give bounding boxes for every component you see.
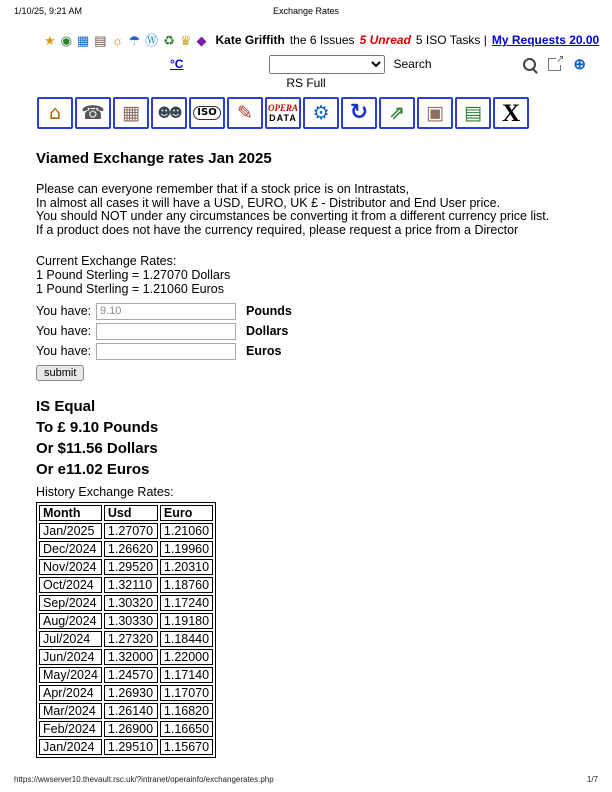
euro-cell: 1.17240 <box>160 595 213 611</box>
table-row <box>39 595 213 611</box>
euro-cell: 1.16820 <box>160 703 213 719</box>
usd-cell: 1.32000 <box>104 649 158 665</box>
main-toolbar <box>37 97 529 129</box>
page-title: Viamed Exchange rates Jan 2025 <box>36 150 272 167</box>
form-row-pounds <box>36 301 292 321</box>
opera-data-label: DATA <box>269 112 297 123</box>
top-bar <box>44 33 602 47</box>
iso-tasks-text: 5 ISO Tasks | <box>415 33 487 47</box>
usd-cell: 1.29510 <box>104 739 158 755</box>
stock-button[interactable] <box>417 97 453 129</box>
print-datetime: 1/10/25, 9:21 AM <box>14 6 83 16</box>
table-row <box>39 685 213 701</box>
month-header: Month <box>39 505 102 521</box>
intro-line: Please can everyone remember that if a stock price is on Intrastats, <box>36 182 410 196</box>
search-row-icons <box>523 57 586 72</box>
usd-cell: 1.26140 <box>104 703 158 719</box>
month-cell: Jun/2024 <box>39 649 102 665</box>
result-line-euros: Or e11.02 Euros <box>36 461 150 478</box>
search-icon[interactable] <box>523 58 536 71</box>
current-rate-line: 1 Pound Sterling = 1.27070 Dollars <box>36 268 231 282</box>
month-cell: Feb/2024 <box>39 721 102 737</box>
iso-logo-icon: ISO <box>193 106 220 120</box>
current-rates-title: Current Exchange Rates: <box>36 254 177 268</box>
refresh-button[interactable] <box>341 97 377 129</box>
home-button[interactable] <box>37 97 73 129</box>
recycle-icon[interactable]: ♻ <box>163 32 175 48</box>
table-row <box>39 613 213 629</box>
book-icon: ▤ <box>464 101 482 124</box>
you-have-label: You have: <box>36 324 92 338</box>
usd-cell: 1.26620 <box>104 541 158 557</box>
usd-cell: 1.30320 <box>104 595 158 611</box>
intro-line: You should NOT under any circumstances be converting it from a different currency price list. <box>36 209 550 223</box>
result-line-pounds: To £ 9.10 Pounds <box>36 419 159 436</box>
refresh-icon: ↻ <box>349 100 369 125</box>
usd-cell: 1.24570 <box>104 667 158 683</box>
month-cell: Jan/2025 <box>39 523 102 539</box>
table-row <box>39 559 213 575</box>
usd-cell: 1.27320 <box>104 631 158 647</box>
print-title: Exchange Rates <box>272 6 340 16</box>
print-footer <box>14 775 598 784</box>
people-icon: ☻☻ <box>157 105 181 121</box>
result-line-dollars: Or $11.56 Dollars <box>36 440 158 457</box>
star-icon[interactable]: ★ <box>44 32 56 48</box>
intro-paragraph <box>36 183 549 237</box>
usd-header: Usd <box>104 505 158 521</box>
intro-line: In almost all cases it will have a USD, EURO, UK £ - Distributor and End User price. <box>36 195 501 210</box>
euros-label: Euros <box>246 344 282 358</box>
footer-url: https://wwserver10.thevault.rsc.uk/?intranet/operainfo/exchangerates.php <box>14 775 274 784</box>
grid-icon[interactable]: ▦ <box>77 32 90 48</box>
month-cell: Mar/2024 <box>39 703 102 719</box>
archive-button[interactable] <box>113 97 149 129</box>
opera-logo-icon: OPERA <box>267 102 298 113</box>
you-have-label: You have: <box>36 304 92 318</box>
user-name: Kate Griffith <box>215 33 285 47</box>
footer-page-number: 1/7 <box>586 775 598 784</box>
month-cell: Jan/2024 <box>39 739 102 755</box>
chart-icon: ⇗ <box>389 101 405 124</box>
result-title: IS Equal <box>36 398 96 415</box>
issues-text: the 6 Issues <box>289 33 355 47</box>
month-cell: Sep/2024 <box>39 595 102 611</box>
current-rate-line: 1 Pound Sterling = 1.21060 Euros <box>36 282 224 296</box>
rs-full-label: RS Full <box>286 76 326 90</box>
euro-cell: 1.22000 <box>160 649 213 665</box>
print-header-spacer <box>339 6 598 16</box>
globe-icon[interactable]: ⊕ <box>573 55 586 73</box>
current-rates <box>36 254 230 296</box>
month-cell: May/2024 <box>39 667 102 683</box>
pounds-input[interactable] <box>96 303 236 320</box>
form-row-dollars <box>36 321 292 341</box>
staff-button[interactable] <box>151 97 187 129</box>
history-title: History Exchange Rates: <box>36 485 174 499</box>
euro-cell: 1.18760 <box>160 577 213 593</box>
pounds-label: Pounds <box>246 304 292 318</box>
table-row <box>39 649 213 665</box>
month-cell: Jul/2024 <box>39 631 102 647</box>
converter-form <box>36 301 292 381</box>
phone-button[interactable] <box>75 97 111 129</box>
temperature-link[interactable]: °C <box>170 57 184 71</box>
target-icon[interactable]: ◉ <box>60 32 72 48</box>
opera-data-button[interactable] <box>265 97 301 129</box>
unread-badge: 5 Unread <box>359 33 411 47</box>
close-x-icon: X <box>501 99 521 127</box>
my-requests-link[interactable]: My Requests 20.00 <box>491 33 600 47</box>
open-new-window-icon[interactable] <box>548 58 561 71</box>
phone-icon: ☎ <box>81 101 105 124</box>
package-icon: ▣ <box>426 101 444 124</box>
table-row <box>39 577 213 593</box>
intro-line: If a product does not have the currency required, please request a price from a Director <box>36 222 519 237</box>
you-have-label: You have: <box>36 344 92 358</box>
euro-cell: 1.16650 <box>160 721 213 737</box>
archive-icon: ▦ <box>122 101 140 124</box>
search-label: Search <box>393 57 432 71</box>
print-header <box>14 6 598 16</box>
form-row-euros <box>36 341 292 361</box>
euro-cell: 1.20310 <box>160 559 213 575</box>
usd-cell: 1.27070 <box>104 523 158 539</box>
month-cell: Oct/2024 <box>39 577 102 593</box>
usd-cell: 1.30330 <box>104 613 158 629</box>
gear-icon: ⚙ <box>312 101 330 124</box>
stats-button[interactable] <box>379 97 415 129</box>
crown-icon[interactable]: ♛ <box>179 32 192 48</box>
conversion-result <box>36 396 158 480</box>
iso-button[interactable] <box>189 97 225 129</box>
euros-input[interactable] <box>96 343 236 360</box>
search-row <box>0 53 612 75</box>
dollars-input[interactable] <box>96 323 236 340</box>
dollars-label: Dollars <box>246 324 289 338</box>
month-cell: Apr/2024 <box>39 685 102 701</box>
history-header-row <box>39 505 213 521</box>
w-badge-icon[interactable]: Ⓦ <box>145 32 159 48</box>
euro-header: Euro <box>160 505 213 521</box>
settings-button[interactable] <box>303 97 339 129</box>
close-button[interactable] <box>493 97 529 129</box>
list-icon[interactable]: ▤ <box>94 32 107 48</box>
gem-icon[interactable]: ◆ <box>196 32 207 48</box>
usd-cell: 1.32110 <box>104 577 158 593</box>
history-section <box>36 485 216 758</box>
euro-cell: 1.17070 <box>160 685 213 701</box>
month-cell: Nov/2024 <box>39 559 102 575</box>
month-cell: Aug/2024 <box>39 613 102 629</box>
table-row <box>39 703 213 719</box>
table-row <box>39 667 213 683</box>
submit-button[interactable]: submit <box>36 365 84 381</box>
table-row <box>39 739 213 755</box>
table-row <box>39 721 213 737</box>
table-row <box>39 631 213 647</box>
euro-cell: 1.15670 <box>160 739 213 755</box>
euro-cell: 1.18440 <box>160 631 213 647</box>
usd-cell: 1.29520 <box>104 559 158 575</box>
pencil-icon: ✎ <box>237 101 253 124</box>
table-row <box>39 523 213 539</box>
history-table <box>36 502 216 758</box>
euro-cell: 1.21060 <box>160 523 213 539</box>
sun-icon[interactable]: ☼ <box>111 32 124 48</box>
euro-cell: 1.17140 <box>160 667 213 683</box>
home-icon: ⌂ <box>48 101 62 124</box>
table-row <box>39 541 213 557</box>
search-select[interactable] <box>269 55 385 74</box>
euro-cell: 1.19960 <box>160 541 213 557</box>
month-cell: Dec/2024 <box>39 541 102 557</box>
usd-cell: 1.26900 <box>104 721 158 737</box>
manual-button[interactable] <box>455 97 491 129</box>
euro-cell: 1.19180 <box>160 613 213 629</box>
umbrella-icon[interactable]: ☂ <box>128 32 141 48</box>
edit-document-button[interactable] <box>227 97 263 129</box>
usd-cell: 1.26930 <box>104 685 158 701</box>
